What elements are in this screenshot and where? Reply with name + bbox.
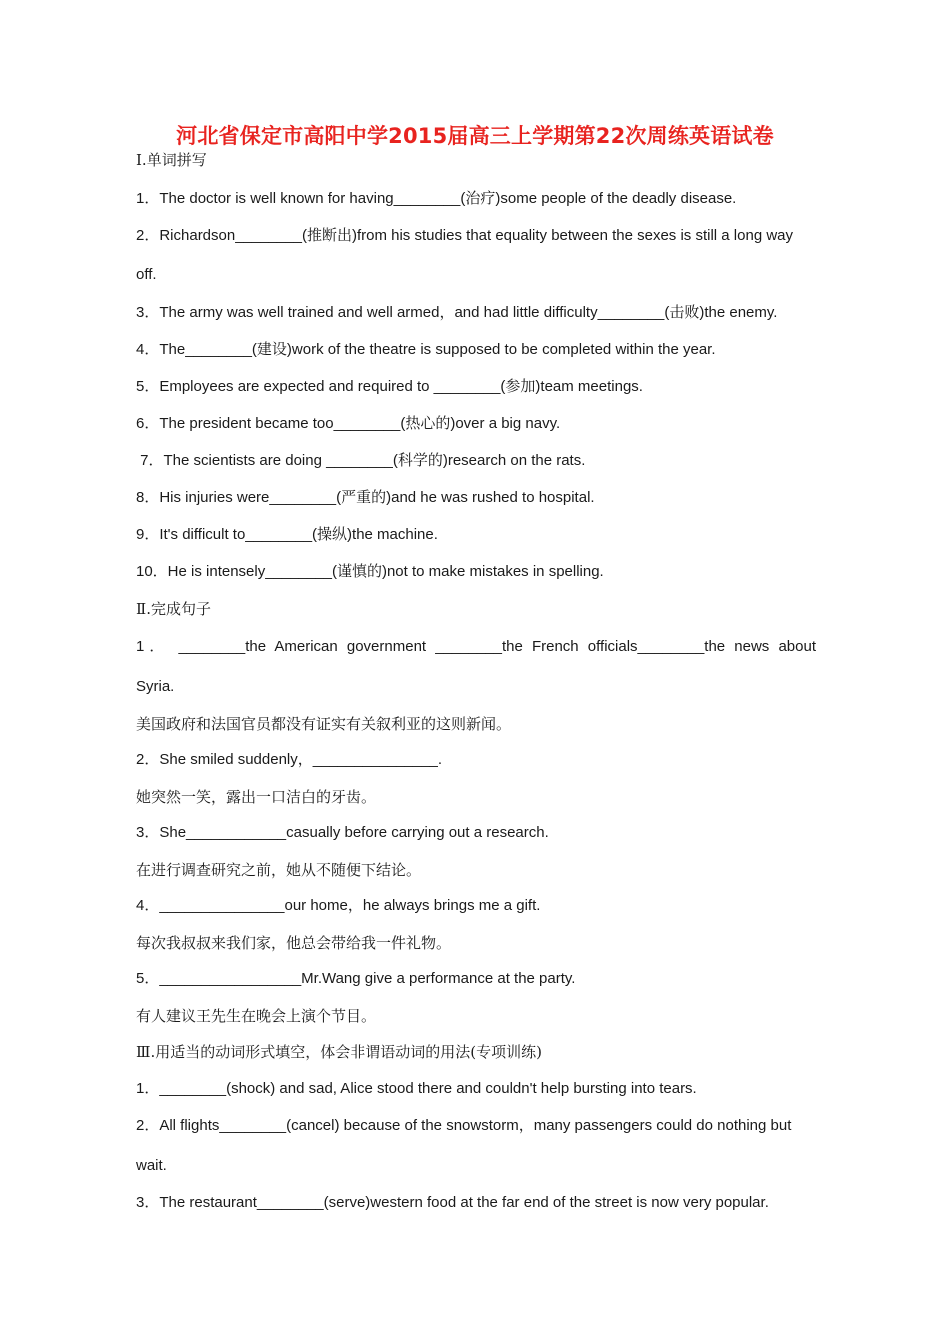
sentence-item-3: 3．She____________casually before carrying out a research. bbox=[136, 824, 549, 841]
sentence-item-1-translation: 美国政府和法国官员都没有证实有关叙利亚的这则新闻。 bbox=[136, 715, 512, 733]
spelling-item-3: 3．The army was well trained and well armed，and had little difficulty________(击败)the enemy. bbox=[136, 304, 778, 321]
sentence-item-2: 2．She smiled suddenly，_______________. bbox=[136, 751, 443, 768]
spelling-item-1: 1．The doctor is well known for having________(治疗)some people of the deadly disease. bbox=[136, 190, 737, 207]
spelling-item-2: 2．Richardson________(推断出)from his studies that equality between the sexes is still a long way bbox=[136, 227, 793, 244]
spelling-item-5: 5．Employees are expected and required to ________(参加)team meetings. bbox=[136, 378, 643, 395]
sentence-item-2-translation: 她突然一笑，露出一口洁白的牙齿。 bbox=[136, 788, 377, 806]
spelling-item-6: 6．The president became too________(热心的)over a big navy. bbox=[136, 415, 561, 432]
sentence-item-3-translation: 在进行调查研究之前，她从不随便下结论。 bbox=[136, 861, 422, 879]
sentence-item-4-translation: 每次我叔叔来我们家，他总会带给我一件礼物。 bbox=[136, 934, 452, 952]
verb-item-3: 3．The restaurant________(serve)western food at the far end of the street is now very popular. bbox=[136, 1194, 769, 1211]
section-heading-spelling: Ⅰ.单词拼写 bbox=[136, 151, 207, 169]
section-heading-verb-forms: Ⅲ.用适当的动词形式填空，体会非谓语动词的用法(专项训练) bbox=[136, 1043, 542, 1061]
sentence-item-1-continuation: Syria. bbox=[136, 678, 175, 695]
verb-item-1: 1．________(shock) and sad, Alice stood there and couldn't help bursting into tears. bbox=[136, 1080, 697, 1097]
sentence-item-5: 5．_________________Mr.Wang give a performance at the party. bbox=[136, 970, 576, 987]
spelling-item-4: 4．The________(建设)work of the theatre is supposed to be completed within the year. bbox=[136, 341, 716, 358]
spelling-item-7: 7．The scientists are doing ________(科学的)research on the rats. bbox=[136, 452, 586, 469]
page-title: 河北省保定市高阳中学2015届高三上学期第22次周练英语试卷 bbox=[176, 124, 774, 148]
spelling-item-2-continuation: off. bbox=[136, 266, 157, 283]
sentence-item-5-translation: 有人建议王先生在晚会上演个节目。 bbox=[136, 1007, 377, 1025]
sentence-item-1: 1． ________the American government ________the French officials________the news about bbox=[136, 638, 816, 655]
section-heading-sentences: Ⅱ.完成句子 bbox=[136, 600, 211, 618]
spelling-item-9: 9．It's difficult to________(操纵)the machine. bbox=[136, 526, 438, 543]
spelling-item-8: 8．His injuries were________(严重的)and he was rushed to hospital. bbox=[136, 489, 595, 506]
sentence-item-4: 4．_______________our home，he always brings me a gift. bbox=[136, 897, 541, 914]
spelling-item-10: 10．He is intensely________(谨慎的)not to make mistakes in spelling. bbox=[136, 563, 604, 580]
verb-item-2-continuation: wait. bbox=[136, 1157, 167, 1174]
verb-item-2: 2．All flights________(cancel) because of the snowstorm，many passengers could do nothing but bbox=[136, 1117, 792, 1134]
